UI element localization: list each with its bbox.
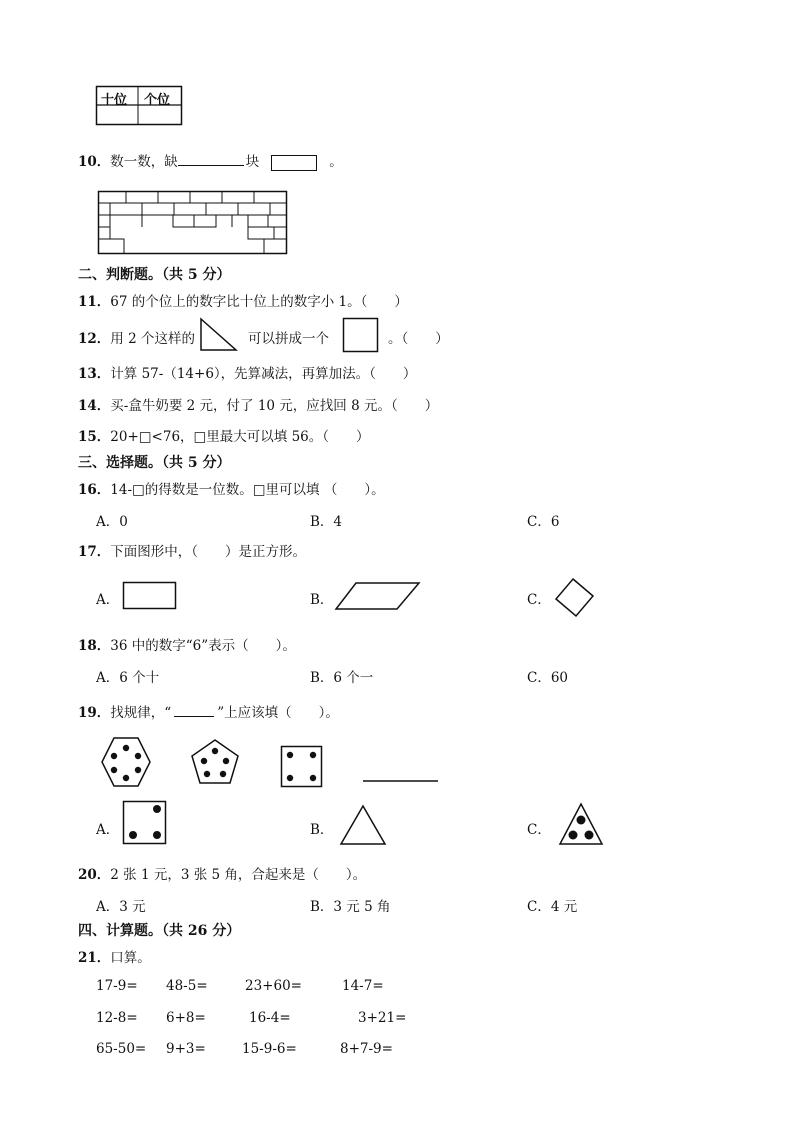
q20-option-b[interactable]: B．3 元 5 角 — [310, 899, 391, 915]
question-number: 12． — [78, 331, 111, 347]
question-text: 计算 57-（14+6），先算减法，再算加法。（ ） — [110, 366, 417, 382]
question-18 — [78, 634, 296, 654]
calc-r2-c4: 3+21= — [358, 1010, 407, 1026]
q19-option-b[interactable]: B． — [310, 822, 334, 838]
hexagon-six-dots — [100, 736, 152, 788]
question-12 — [78, 327, 195, 347]
question-text-a: 用 2 个这样的 — [110, 331, 195, 347]
calc-r1-c1: 17-9= — [96, 978, 138, 994]
q19-option-a[interactable]: A． — [96, 822, 120, 838]
q17-option-b[interactable]: B． — [310, 592, 334, 608]
pattern-blank — [174, 716, 214, 717]
question-text: 20+□<76，□里最大可以填 56。（ ） — [110, 429, 370, 445]
calc-r2-c1: 12-8= — [96, 1010, 138, 1026]
q20-option-a[interactable]: A．3 元 — [96, 899, 146, 915]
question-number: 13． — [78, 366, 111, 382]
rotated-square-shape — [554, 577, 596, 619]
triangle-three-dots — [558, 802, 604, 846]
q16-option-c[interactable]: C．6 — [527, 514, 560, 530]
question-number: 16． — [78, 482, 111, 498]
calc-r1-c4: 14-7= — [342, 978, 384, 994]
q20-option-c[interactable]: C．4 元 — [527, 899, 578, 915]
q18-option-a[interactable]: A．6 个十 — [96, 670, 160, 686]
q17-option-c[interactable]: C． — [527, 592, 551, 608]
calc-r2-c2: 6+8= — [166, 1010, 206, 1026]
question-text: 买-盒牛奶要 2 元，付了 10 元，应找回 8 元。（ ） — [110, 398, 439, 414]
question-10 — [78, 150, 343, 171]
calc-r2-c3: 16-4= — [249, 1010, 291, 1026]
question-number: 14． — [78, 398, 111, 414]
rectangle-shape — [122, 581, 178, 611]
question-text: 67 的个位上的数字比十位上的数字小 1。（ ） — [110, 294, 408, 310]
q16-option-b[interactable]: B．4 — [310, 514, 343, 530]
square-four-dots — [280, 745, 324, 789]
question-20 — [78, 863, 366, 883]
calc-r3-c1: 65-50= — [96, 1041, 147, 1057]
question-11 — [78, 290, 408, 310]
unit-text: 块 — [245, 154, 260, 170]
question-number: 11． — [78, 294, 111, 310]
question-21 — [78, 946, 151, 966]
pentagon-five-dots — [190, 738, 240, 786]
brick-box — [271, 155, 317, 171]
question-15 — [78, 425, 370, 445]
question-number: 20． — [78, 867, 111, 883]
question-12-text-b: 可以拼成一个 — [248, 331, 329, 347]
question-19 — [78, 701, 339, 721]
question-12-text-c: 。（ ） — [388, 331, 449, 347]
q18-option-c[interactable]: C．60 — [527, 670, 569, 686]
answer-blank[interactable] — [178, 165, 244, 166]
pattern-answer-line — [362, 778, 440, 784]
calc-r3-c2: 9+3= — [166, 1041, 206, 1057]
question-number: 10． — [78, 154, 111, 170]
square-figure — [342, 317, 380, 353]
calc-r3-c3: 15-9-6= — [242, 1041, 297, 1057]
question-14 — [78, 394, 438, 414]
right-triangle-figure — [199, 317, 239, 351]
end-punct: 。 — [329, 154, 343, 170]
question-text: 数一数，缺 — [110, 154, 178, 170]
question-text: 36 中的数字“6”表示（ ）。 — [110, 638, 296, 654]
question-16 — [78, 478, 385, 498]
question-number: 15． — [78, 429, 111, 445]
question-text: 2 张 1 元，3 张 5 角，合起来是（ ）。 — [110, 867, 367, 883]
calc-r1-c3: 23+60= — [245, 978, 302, 994]
place-table-ones: 个位 — [144, 93, 171, 108]
calc-r1-c2: 48-5= — [166, 978, 208, 994]
q17-option-a[interactable]: A． — [96, 592, 120, 608]
place-table-tens: 十位 — [101, 93, 128, 108]
question-17 — [78, 540, 306, 560]
question-text-a: 找规律，“ — [110, 705, 172, 721]
question-number: 21． — [78, 950, 111, 966]
square-three-dots — [122, 800, 168, 846]
question-number: 18． — [78, 638, 111, 654]
question-text: 下面图形中，（ ）是正方形。 — [110, 544, 307, 560]
q16-option-a[interactable]: A．0 — [96, 514, 128, 530]
question-text: 14-□的得数是一位数。□里可以填 （ ）。 — [110, 482, 385, 498]
q18-option-b[interactable]: B．6 个一 — [310, 670, 374, 686]
question-number: 19． — [78, 705, 111, 721]
section-2-heading: 二、判断题。（共 5 分） — [78, 267, 231, 283]
question-13 — [78, 362, 416, 382]
question-text-b: ”上应该填（ ）。 — [217, 705, 339, 721]
question-number: 17． — [78, 544, 111, 560]
question-text: 口算。 — [110, 950, 151, 966]
q19-option-c[interactable]: C． — [527, 822, 551, 838]
brick-wall-figure — [98, 191, 288, 255]
parallelogram-shape — [334, 581, 422, 611]
calc-r3-c4: 8+7-9= — [340, 1041, 393, 1057]
empty-triangle — [339, 804, 387, 846]
section-3-heading: 三、选择题。（共 5 分） — [78, 455, 231, 471]
section-4-heading: 四、计算题。（共 26 分） — [78, 923, 241, 939]
